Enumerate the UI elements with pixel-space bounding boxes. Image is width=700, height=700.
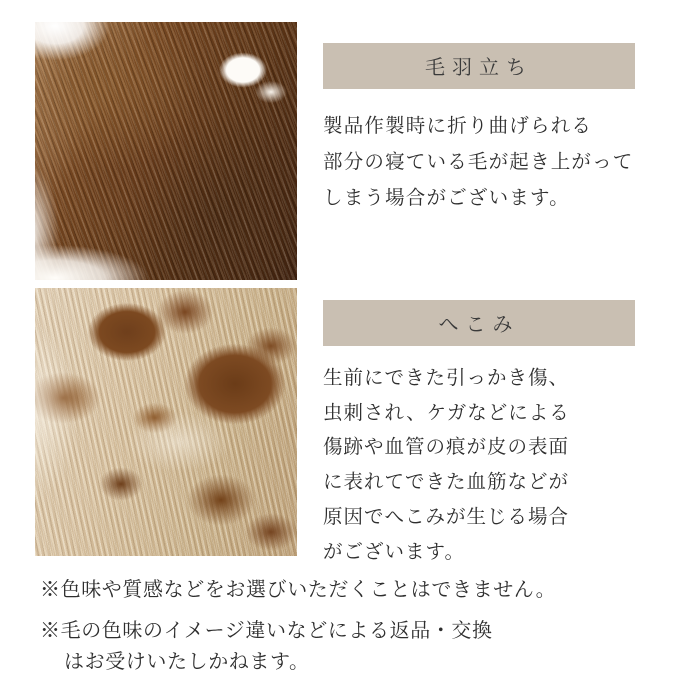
note-line: ※毛の色味のイメージ違いなどによる返品・交換 (40, 620, 493, 642)
disclaimer-notes (40, 575, 680, 688)
fur-photo-hekomi (35, 288, 297, 556)
notice-text-column (323, 22, 663, 217)
body-line: 原因でへこみが生じる場合 (323, 506, 570, 528)
section-body (323, 362, 663, 570)
fur-texture-dark-brown (35, 22, 297, 280)
notice-text-column (323, 288, 663, 570)
fur-photo-keubadachi (35, 22, 297, 280)
body-line: しまう場合がございます。 (323, 188, 570, 210)
note-item (40, 575, 680, 606)
body-line: 部分の寝ている毛が起き上がって (323, 152, 634, 174)
notice-section (35, 22, 663, 280)
note-line: ※色味や質感などをお選びいただくことはできません。 (40, 579, 557, 601)
body-line: 製品作製時に折り曲げられる (323, 116, 593, 137)
section-heading: 毛羽立ち (323, 43, 635, 89)
section-body (323, 109, 663, 217)
body-line: 生前にできた引っかき傷、 (323, 368, 570, 389)
notice-section (35, 288, 663, 570)
body-line: がございます。 (323, 541, 465, 563)
note-item (40, 616, 680, 678)
fur-texture-spotted (35, 288, 297, 556)
section-heading: へこみ (323, 300, 635, 346)
body-line: 虫刺され、ケガなどによる (323, 402, 570, 424)
body-line: に表れてできた血筋などが (323, 472, 570, 494)
note-line: はお受けいたしかねます。 (64, 651, 310, 673)
body-line: 傷跡や血管の痕が皮の表面 (323, 437, 570, 459)
